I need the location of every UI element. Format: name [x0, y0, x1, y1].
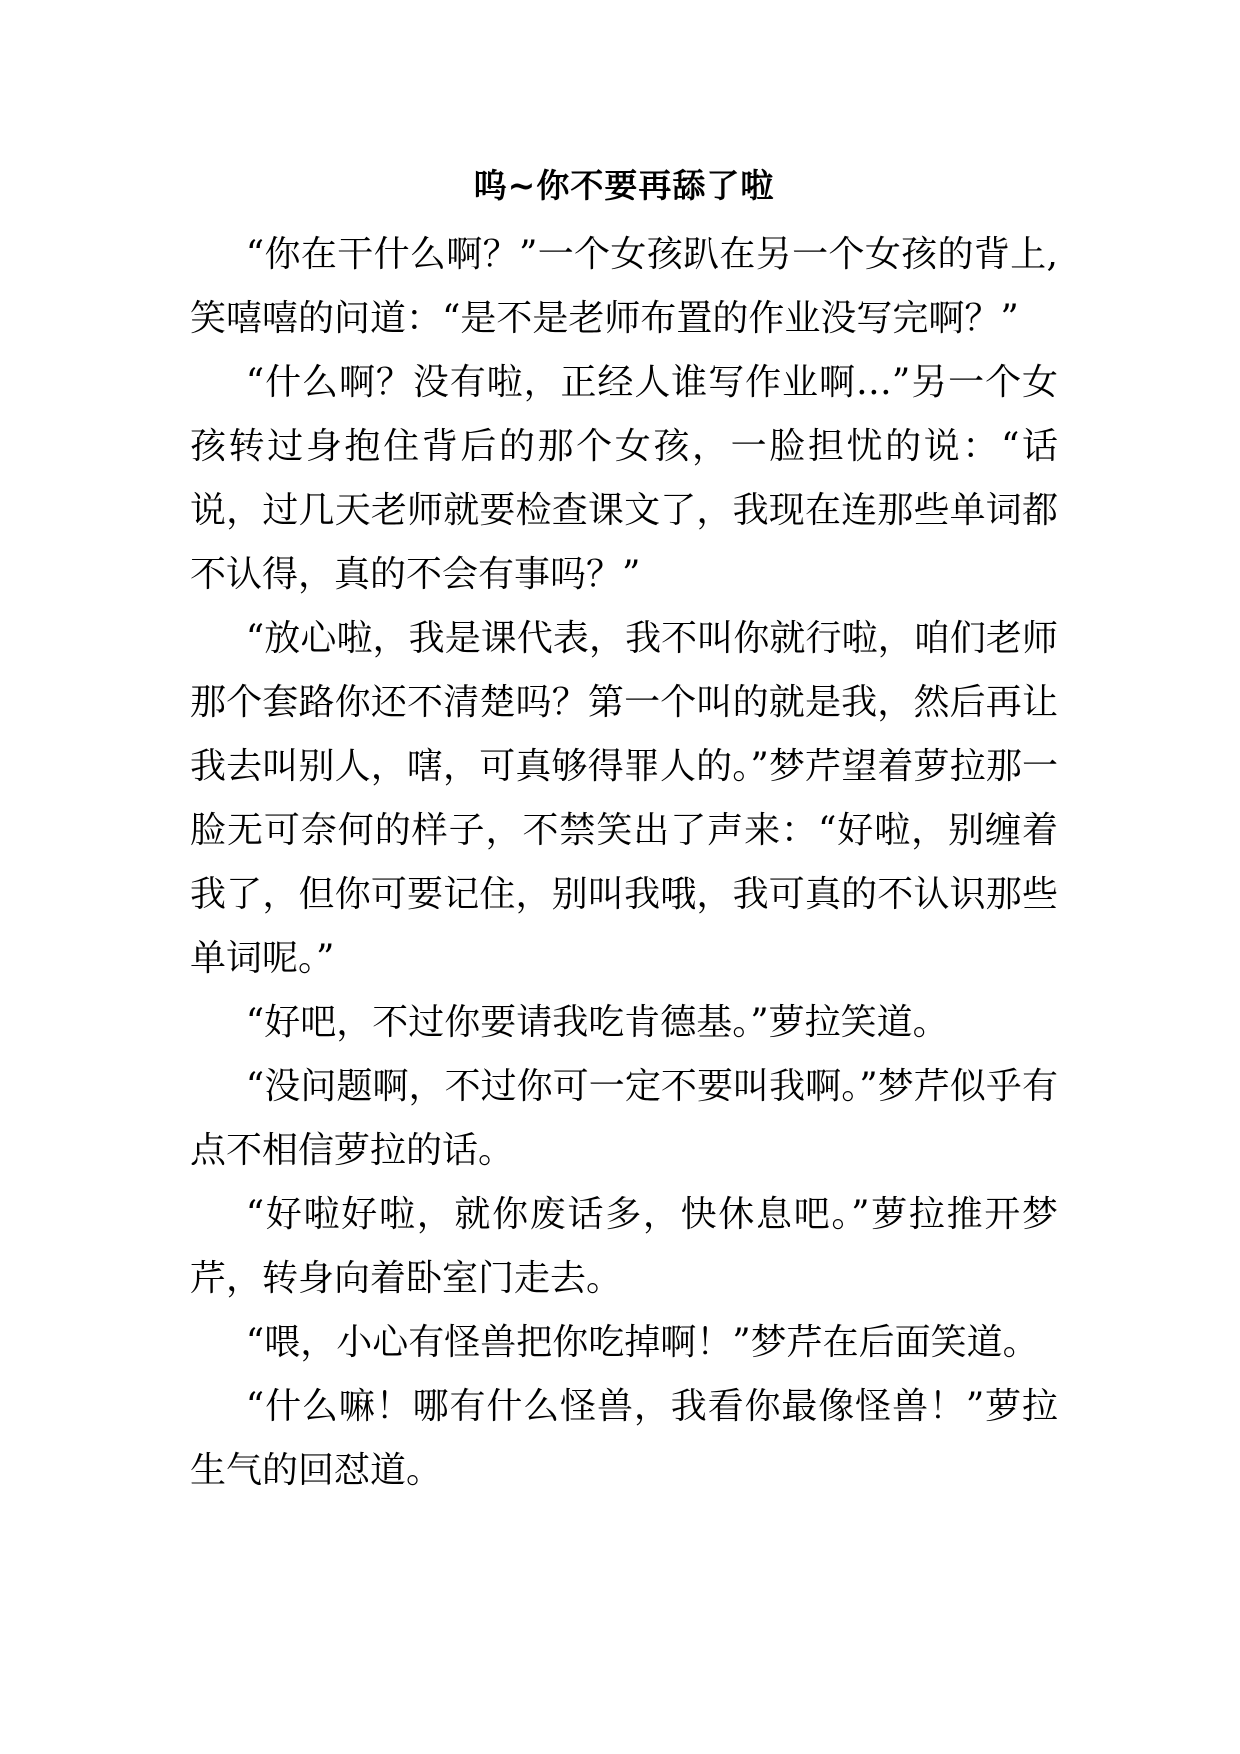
document-body — [190, 155, 1058, 1503]
paragraph-6: “好啦好啦，就你废话多，快休息吧。”萝拉推开梦芹，转身向着卧室门走去。 — [190, 1194, 1058, 1299]
paragraph-7: “喂，小心有怪兽把你吃掉啊！”梦芹在后面笑道。 — [245, 1322, 1039, 1363]
paragraph-8: “什么嘛！哪有什么怪兽，我看你最像怪兽！”萝拉生气的回怼道。 — [190, 1386, 1058, 1491]
paragraph-2: “什么啊？没有啦，正经人谁写作业啊…”另一个女孩转过身抱住背后的那个女孩，一脸担忧的说：“话说，过几天老师就要检查课文了，我现在连那些单词都不认得，真的不会有事吗？” — [190, 362, 1058, 595]
paragraph-1: “你在干什么啊？”一个女孩趴在另一个女孩的背上,笑嘻嘻的问道：“是不是老师布置的作业没写完啊？” — [190, 234, 1058, 339]
paragraph-4: “好吧，不过你要请我吃肯德基。”萝拉笑道。 — [245, 1002, 949, 1043]
document-title: 呜~你不要再舔了啦 — [473, 166, 775, 205]
paragraph-3: “放心啦，我是课代表，我不叫你就行啦，咱们老师那个套路你还不清楚吗？第一个叫的就是我，然后再让我去叫别人，嗐，可真够得罪人的。”梦芹望着萝拉那一脸无可奈何的样子，不禁笑出了声来：“好啦，别缠着我了，但你可要记住，别叫我哦，我可真的不认识那些单词呢。” — [190, 618, 1058, 979]
paragraph-5: “没问题啊，不过你可一定不要叫我啊。”梦芹似乎有点不相信萝拉的话。 — [190, 1066, 1058, 1171]
